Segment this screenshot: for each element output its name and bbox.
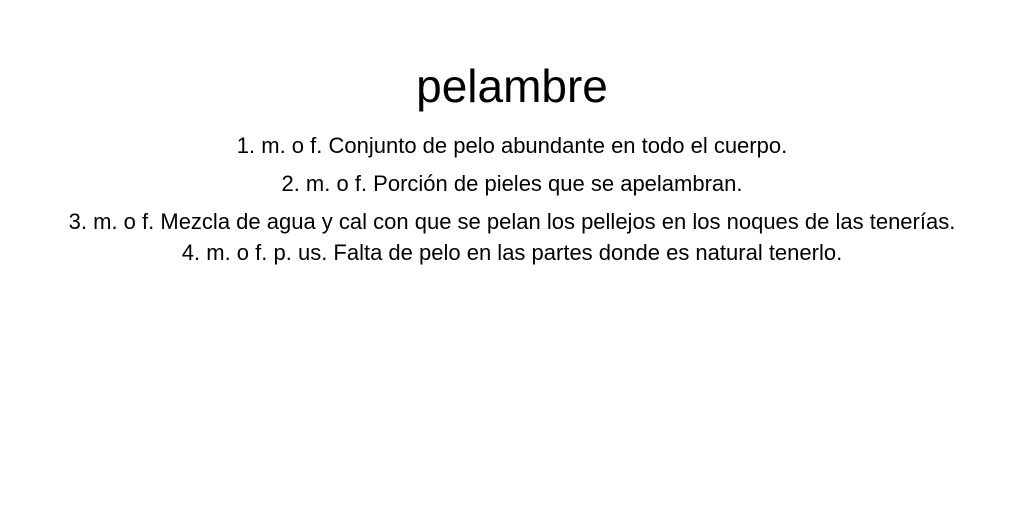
definition-2: 2. m. o f. Porción de pieles que se apelambran. <box>281 171 743 196</box>
definition-list <box>62 127 962 268</box>
definition-4: 4. m. o f. p. us. Falta de pelo en las partes donde es natural tenerlo. <box>181 240 843 265</box>
headword: pelambre <box>416 60 608 112</box>
definition-3: 3. m. o f. Mezcla de agua y cal con que se pelan los pellejos en los noques de las tenerías. <box>68 209 956 234</box>
definition-1: 1. m. o f. Conjunto de pelo abundante en todo el cuerpo. <box>236 133 788 158</box>
